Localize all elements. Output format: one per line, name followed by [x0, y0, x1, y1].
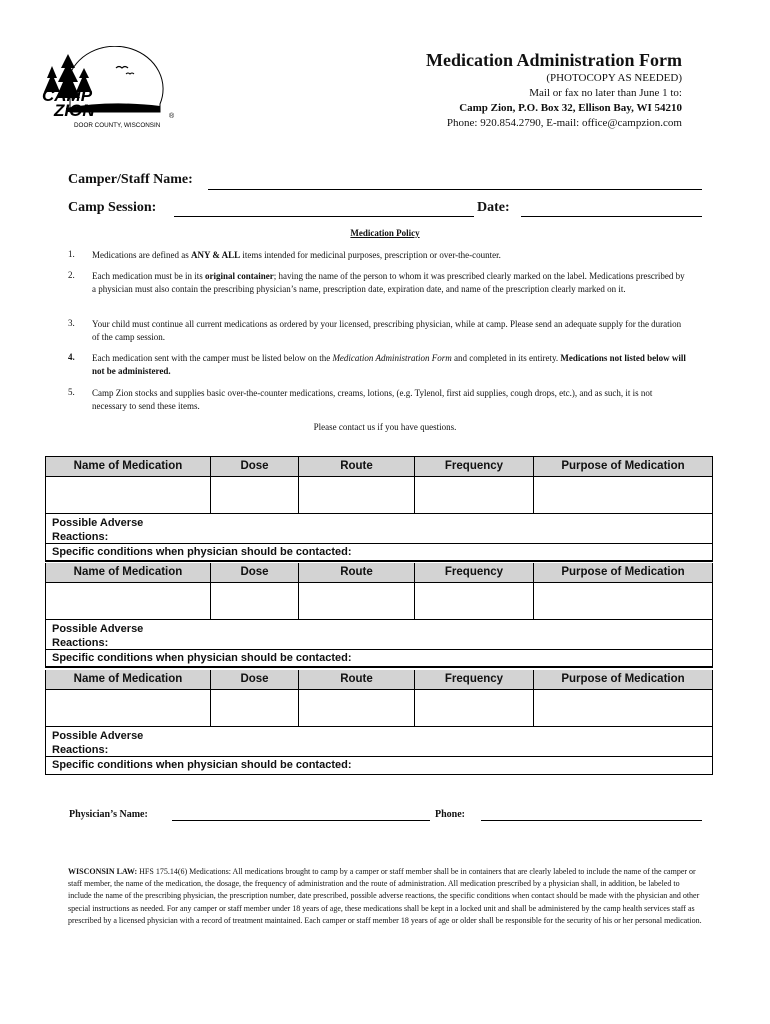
- col-purpose: Purpose of Medication: [561, 460, 685, 472]
- policy-item-2: Each medication must be in its original container; having the name of the person to whom it was prescribed clearly marked on the label. Medications prescribed by a physician must also contain the prescribing physician’s name, prescription date, expiration date, and name of the prescription clearly marked on it.: [92, 271, 685, 294]
- col-dose: Dose: [211, 670, 299, 689]
- mailing-address: Camp Zion, P.O. Box 32, Ellison Bay, WI 54210: [459, 102, 682, 114]
- camp-session-field[interactable]: [174, 216, 474, 217]
- camper-name-label: Camper/Staff Name:: [68, 172, 193, 187]
- date-field[interactable]: [521, 216, 702, 217]
- adverse-reactions-field[interactable]: Possible Adverse Reactions:: [46, 514, 712, 544]
- col-name-of-medication: Name of Medication: [46, 563, 211, 582]
- col-purpose: Purpose of Medication: [561, 566, 685, 578]
- logo-camp-text: CAMP: [42, 86, 93, 105]
- route-cell[interactable]: [299, 583, 415, 619]
- camp-session-label: Camp Session:: [68, 200, 157, 215]
- policy-item-4: Each medication sent with the camper must be listed below on the Medication Administration Form and completed in its entirety. Medications not listed below will not be administered.: [92, 353, 686, 376]
- medication-entry-row: [46, 477, 712, 514]
- medication-name-cell[interactable]: [46, 583, 211, 619]
- policy-item-5: Camp Zion stocks and supplies basic over-the-counter medications, creams, lotions, (e.g. Tylenol, first aid supplies, cough drops, etc.), and as such, it is not necessary to send these items.: [92, 388, 653, 411]
- physician-phone-label: Phone:: [435, 809, 465, 820]
- medication-block: [45, 563, 713, 668]
- logo-registered-mark: ®: [169, 113, 175, 120]
- specific-conditions-field[interactable]: Specific conditions when physician should be contacted:: [46, 544, 712, 561]
- contact-us-note: Please contact us if you have questions.: [313, 422, 457, 432]
- col-purpose: Purpose of Medication: [561, 673, 685, 685]
- adverse-reactions-field[interactable]: Possible Adverse Reactions:: [46, 727, 712, 757]
- col-frequency: Frequency: [415, 670, 534, 689]
- physician-name-field[interactable]: [172, 820, 430, 821]
- logo-zion-text: ZION: [54, 101, 95, 120]
- frequency-cell[interactable]: [415, 690, 534, 726]
- col-dose: Dose: [211, 563, 299, 582]
- frequency-cell[interactable]: [415, 583, 534, 619]
- col-frequency: Frequency: [415, 457, 534, 476]
- adverse-reactions-field[interactable]: Possible Adverse Reactions:: [46, 620, 712, 650]
- physician-name-label: Physician’s Name:: [69, 809, 148, 820]
- medication-header-row: [46, 670, 712, 690]
- policy-title: Medication Policy: [350, 228, 420, 238]
- mail-note: Mail or fax no later than June 1 to:: [529, 87, 682, 99]
- dose-cell[interactable]: [211, 690, 299, 726]
- col-route: Route: [299, 457, 415, 476]
- dose-cell[interactable]: [211, 477, 299, 513]
- route-cell[interactable]: [299, 690, 415, 726]
- medication-block: [45, 456, 713, 562]
- policy-number: 1.: [68, 249, 75, 259]
- form-title: Medication Administration Form: [426, 50, 682, 70]
- medication-block: [45, 670, 713, 775]
- purpose-cell[interactable]: [534, 690, 712, 726]
- medication-header-row: [46, 457, 712, 477]
- medication-entry-row: [46, 583, 712, 620]
- policy-number: 5.: [68, 387, 75, 397]
- policy-number: 3.: [68, 318, 75, 328]
- wisconsin-law-text: WISCONSIN LAW: HFS 175.14(6) Medications: All medications brought to camp by a camper or staff member shall be in containers that are clearly labeled to include the name of the camper or staff member, the name of the medication, the dosage, the frequency of administration and the route of administration. All medication prescribed by a physician shall, in addition, be labeled to include the name of the prescribing physician, the prescription number, date prescribed, possible adverse reactions, the specific conditions when contact should be made with the physician and other special instructions as needed. For any camper or staff member under 18 years of age, these medications shall be kept in a locked unit and shall be administered by the camp health services staff as prescribed by a licensed physician with a record of treatment maintained. Each camper or staff member 18 years of age or older shall be responsible for the security of his or her personal medication.: [68, 867, 702, 925]
- medication-header-row: [46, 563, 712, 583]
- purpose-cell[interactable]: [534, 583, 712, 619]
- dose-cell[interactable]: [211, 583, 299, 619]
- logo-location-text: DOOR COUNTY, WISCONSIN: [74, 122, 161, 129]
- medication-entry-row: [46, 690, 712, 727]
- col-dose: Dose: [211, 457, 299, 476]
- frequency-cell[interactable]: [415, 477, 534, 513]
- col-route: Route: [299, 563, 415, 582]
- camper-name-field[interactable]: [208, 189, 702, 190]
- col-route: Route: [299, 670, 415, 689]
- policy-number: 2.: [68, 270, 75, 280]
- camp-zion-logo: [40, 46, 180, 130]
- col-name-of-medication: Name of Medication: [46, 457, 211, 476]
- col-frequency: Frequency: [415, 563, 534, 582]
- col-name-of-medication: Name of Medication: [46, 670, 211, 689]
- contact-info: Phone: 920.854.2790, E-mail: office@campzion.com: [446, 117, 682, 129]
- specific-conditions-field[interactable]: Specific conditions when physician should be contacted:: [52, 759, 352, 771]
- photocopy-note: (PHOTOCOPY AS NEEDED): [546, 72, 682, 84]
- policy-item-3: Your child must continue all current medications as ordered by your licensed, prescribing physician, while at camp. Please send an adequate supply for the duration of the camp session.: [92, 319, 682, 342]
- route-cell[interactable]: [299, 477, 415, 513]
- physician-phone-field[interactable]: [481, 820, 702, 821]
- date-label: Date:: [477, 200, 510, 215]
- medication-name-cell[interactable]: [46, 477, 211, 513]
- policy-number: 4.: [68, 352, 75, 362]
- medication-name-cell[interactable]: [46, 690, 211, 726]
- specific-conditions-field[interactable]: Specific conditions when physician should be contacted:: [46, 650, 712, 667]
- purpose-cell[interactable]: [534, 477, 712, 513]
- policy-item-1: Medications are defined as ANY & ALL items intended for medicinal purposes, prescription or over-the-counter.: [92, 250, 501, 260]
